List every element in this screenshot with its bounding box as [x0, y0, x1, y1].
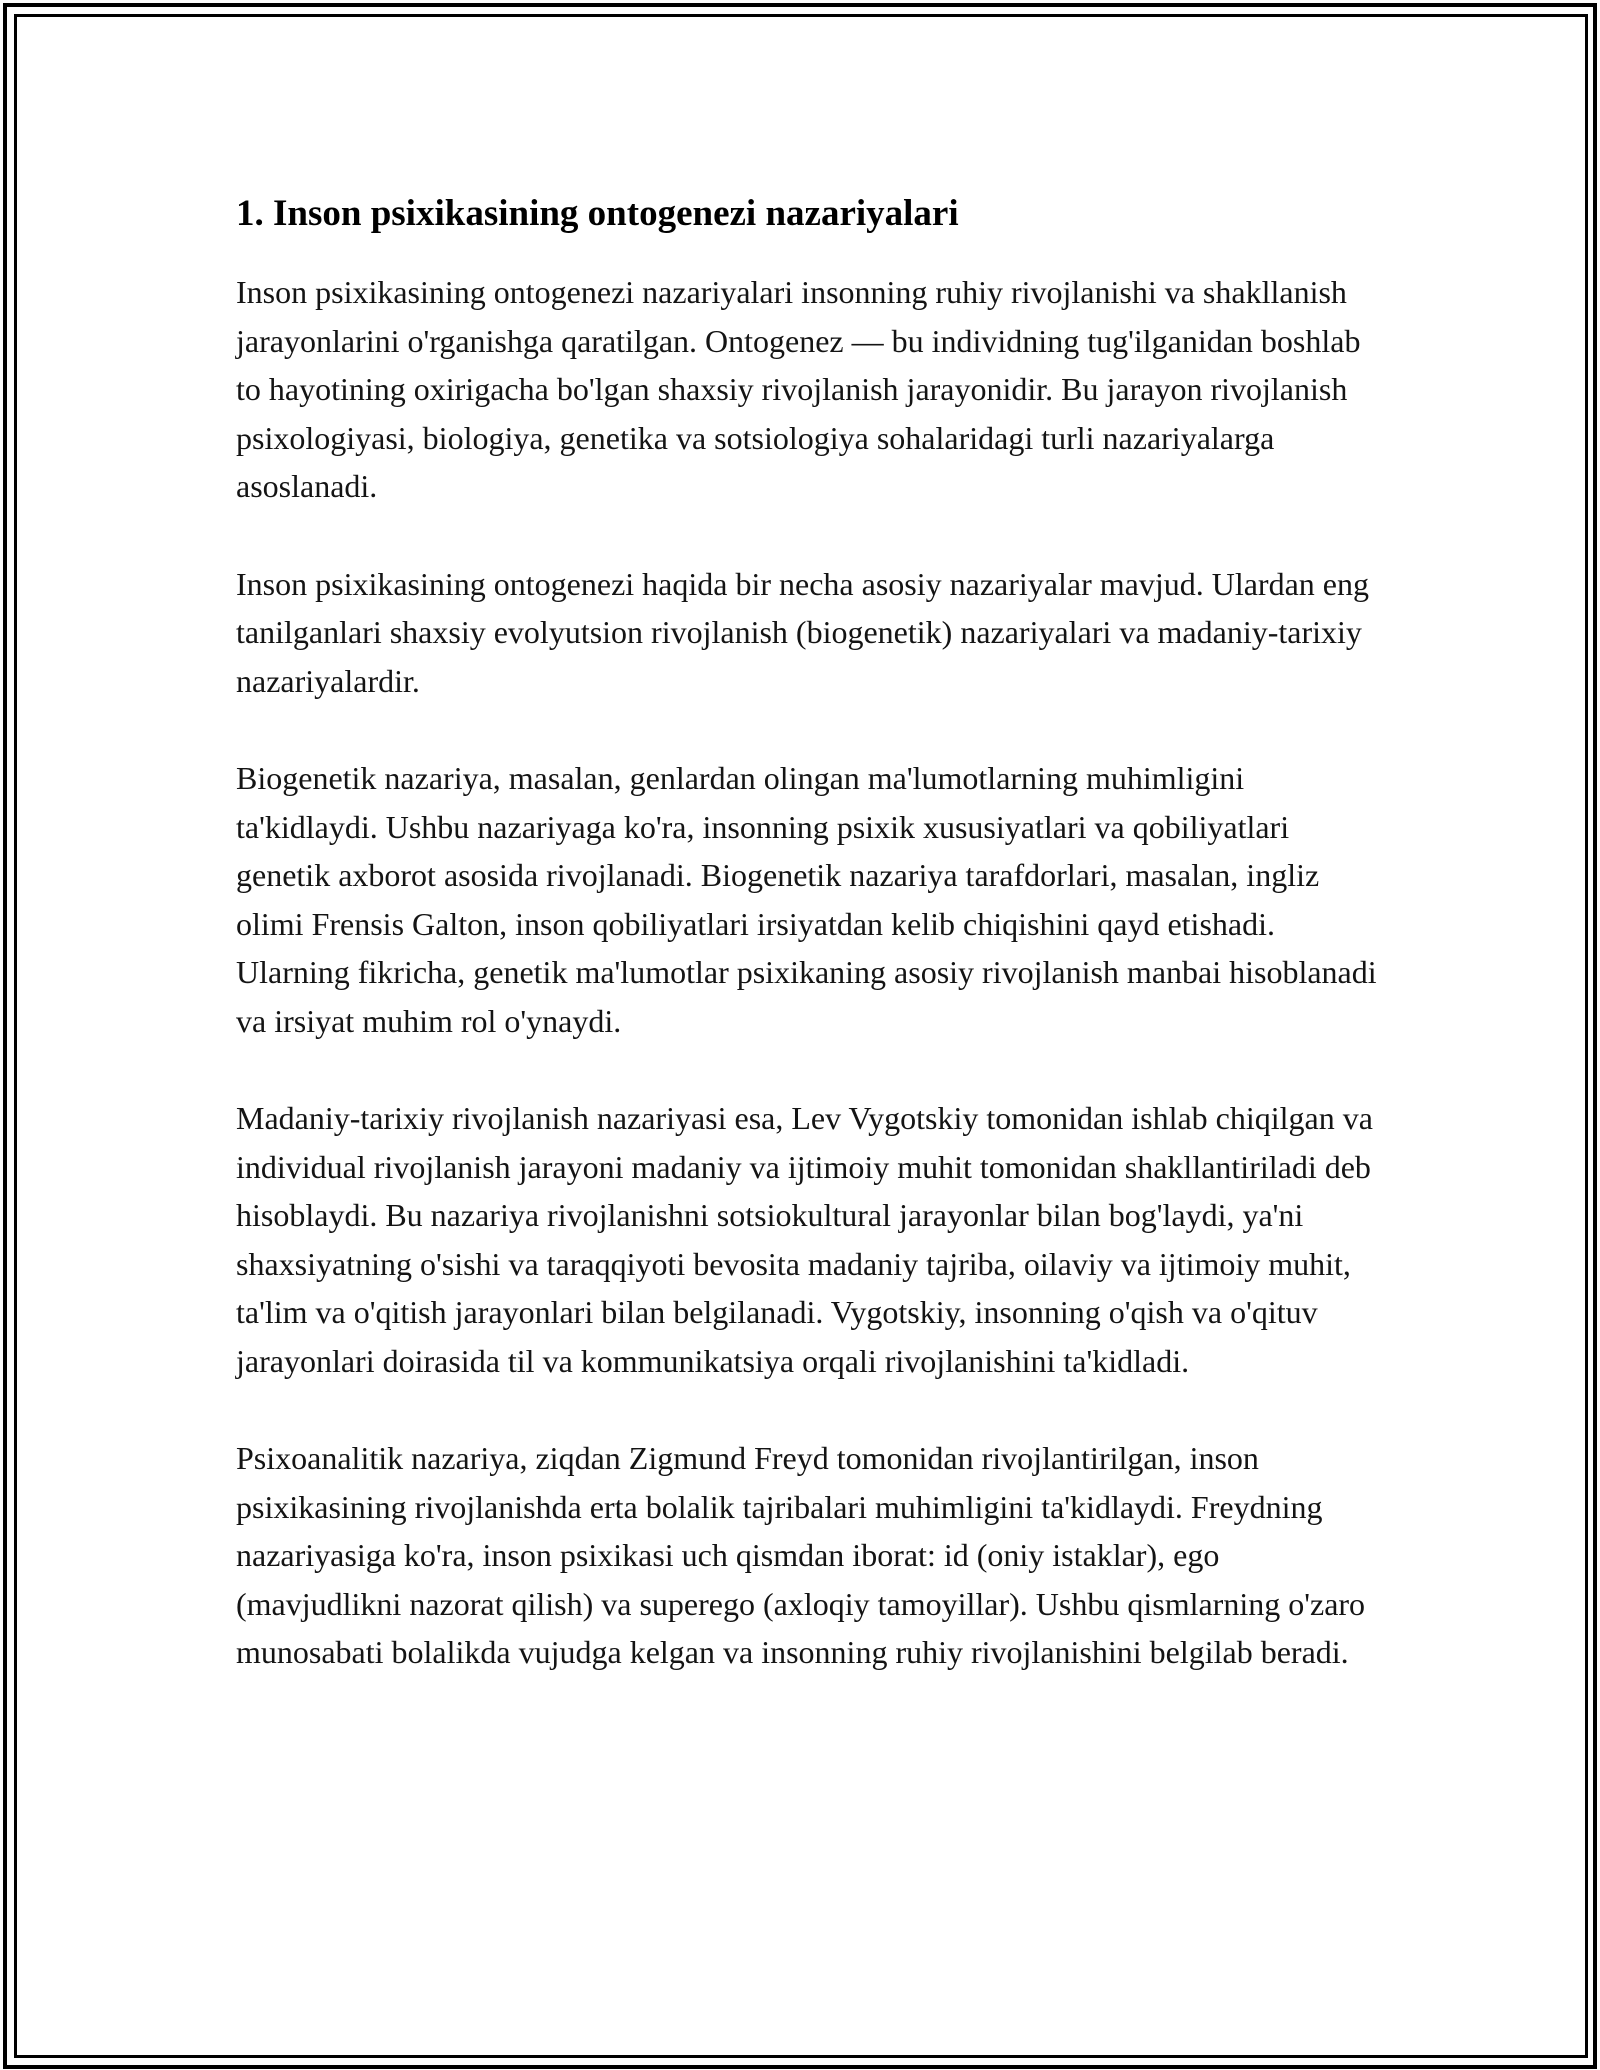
paragraph-intro: Inson psixikasining ontogenezi nazariyalari insonning ruhiy rivojlanishi va shakllanish jarayonlarini o'rganishga qaratilgan. Ontogenez — bu individning tug'ilganidan boshlab to hayotining oxirigacha bo'lgan shaxsiy rivojlanish jarayonidir. Bu jarayon rivojlanish psixologiyasi, biologiya, genetika va sotsiologiya sohalaridagi turli nazariyalarga asoslanadi.: [236, 274, 1361, 504]
section-heading: 1. Inson psixikasining ontogenezi nazariyalari: [236, 193, 959, 234]
paragraph-psychoanalytic: Psixoanalitik nazariya, ziqdan Zigmund Freyd tomonidan rivojlantirilgan, inson psixikasining rivojlanishda erta bolalik tajribalari muhimligini ta'kidlaydi. Freydning nazariyasiga ko'ra, inson psixikasi uch qismdan iborat: id (oniy istaklar), ego (mavjudlikni nazorat qilish) va superego (axloqiy tamoyillar). Ushbu qismlarning o'zaro munosabati bolalikda vujudga kelgan va insonning ruhiy rivojlanishini belgilab beradi.: [236, 1440, 1366, 1670]
document-body: [236, 186, 1386, 1726]
paragraph-cultural-historical: Madaniy-tarixiy rivojlanish nazariyasi esa, Lev Vygotskiy tomonidan ishlab chiqilgan va individual rivojlanish jarayoni madaniy va ijtimoiy muhit tomonidan shakllantiriladi deb hisoblaydi. Bu nazariya rivojlanishni sotsiokultural jarayonlar bilan bog'laydi, ya'ni shaxsiyatning o'sishi va taraqqiyoti bevosita madaniy tajriba, oilaviy va ijtimoiy muhit, ta'lim va o'qitish jarayonlari bilan belgilanadi. Vygotskiy, insonning o'qish va o'qituv jarayonlari doirasida til va kommunikatsiya orqali rivojlanishini ta'kidladi.: [236, 1100, 1373, 1379]
paragraph-biogenetic: Biogenetik nazariya, masalan, genlardan olingan ma'lumotlarning muhimligini ta'kidlaydi. Ushbu nazariyaga ko'ra, insonning psixik xususiyatlari va qobiliyatlari genetik axborot asosida rivojlanadi. Biogenetik nazariya tarafdorlari, masalan, ingliz olimi Frensis Galton, inson qobiliyatlari irsiyatdan kelib chiqishini qayd etishadi. Ularning fikricha, genetik ma'lumotlar psixikaning asosiy rivojlanish manbai hisoblanadi va irsiyat muhim rol o'ynaydi.: [236, 760, 1377, 1039]
paragraph-main-theories: Inson psixikasining ontogenezi haqida bir necha asosiy nazariyalar mavjud. Ulardan eng tanilganlari shaxsiy evolyutsion rivojlanish (biogenetik) nazariyalari va madaniy-tarixiy nazariyalardir.: [236, 565, 1369, 699]
